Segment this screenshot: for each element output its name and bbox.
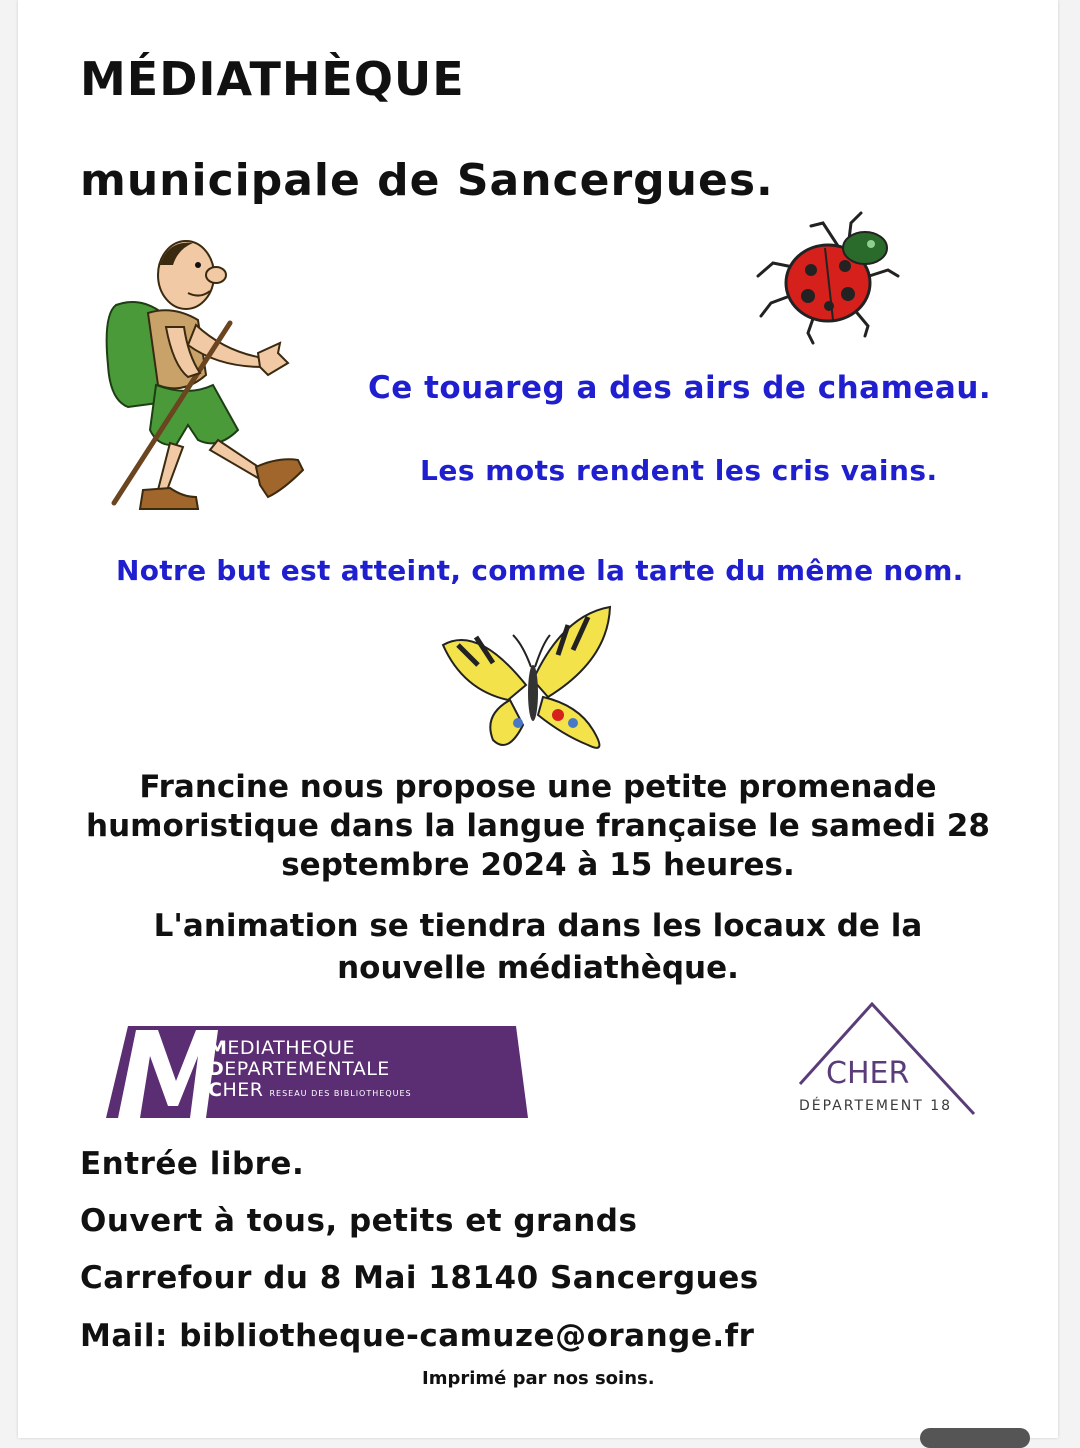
location-line-1: L'animation se tiendra dans les locaux de la bbox=[153, 908, 923, 944]
event-line-3: septembre 2024 à 15 heures. bbox=[281, 847, 795, 883]
location-line-2: nouvelle médiathèque. bbox=[337, 950, 739, 986]
scroll-indicator[interactable] bbox=[920, 1428, 1030, 1448]
event-line-2: humoristique dans la langue française le samedi 28 bbox=[86, 808, 990, 844]
event-description bbox=[58, 768, 1018, 885]
ladybug-illustration bbox=[753, 208, 903, 353]
quote-2: Les mots rendent les cris vains. bbox=[420, 454, 938, 487]
cher-logo-word: CHER bbox=[826, 1056, 910, 1091]
address-info: Carrefour du 8 Mai 18140 Sancergues bbox=[80, 1260, 759, 1296]
event-location bbox=[58, 905, 1018, 989]
mail-info: Mail: bibliotheque-camuze@orange.fr bbox=[80, 1318, 755, 1354]
audience-info: Ouvert à tous, petits et grands bbox=[80, 1203, 638, 1239]
page-title: MÉDIATHÈQUE bbox=[80, 52, 465, 106]
mdc-logo bbox=[106, 1026, 546, 1118]
quote-3: Notre but est atteint, comme la tarte du même nom. bbox=[116, 554, 964, 587]
flyer-page bbox=[18, 0, 1058, 1438]
mdc-logo-text: MEDIATHEQUE DEPARTEMENTALE CHER $^{RESEAU DES BIBLIOTHEQUES}$ bbox=[208, 1037, 412, 1101]
printed-note: Imprimé par nos soins. bbox=[422, 1368, 655, 1389]
hiker-illustration bbox=[88, 235, 308, 520]
quote-1: Ce touareg a des airs de chameau. bbox=[368, 370, 992, 406]
butterfly-illustration bbox=[438, 605, 618, 765]
page-subtitle: municipale de Sancergues. bbox=[80, 155, 774, 206]
entry-info: Entrée libre. bbox=[80, 1146, 305, 1182]
cher-logo-departement: DÉPARTEMENT 18 bbox=[799, 1098, 953, 1114]
event-line-1: Francine nous propose une petite promenade bbox=[139, 769, 937, 805]
